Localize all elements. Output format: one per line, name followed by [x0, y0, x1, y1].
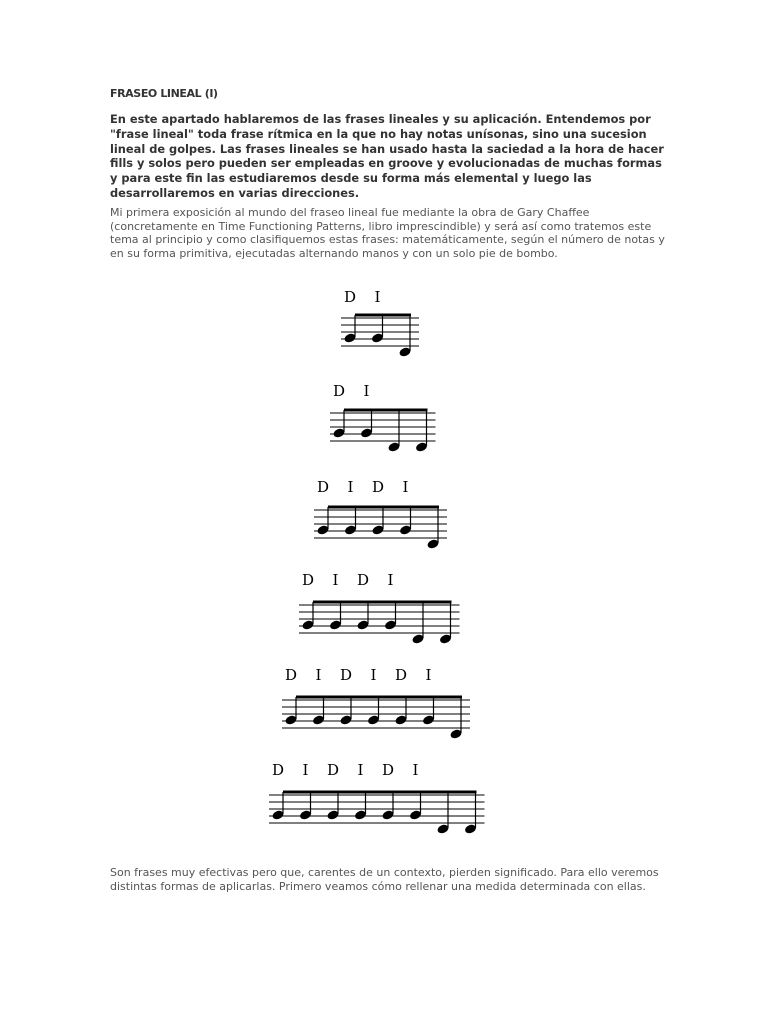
beam	[344, 409, 428, 412]
sticking-label: I	[363, 382, 370, 400]
sticking-label: I	[332, 571, 339, 589]
exercise-6	[269, 761, 485, 835]
paragraph-chaffee: Mi primera exposición al mundo del fraseo lineal fue mediante la obra de Gary Chaffee (concretamente en Time Functioning Patterns, libro imprescindible) y será así como tratemos este tema al principio y como clasifiquemos estas frases: matemáticamente, según el número de notas y en su forma primitiva, ejecutadas alternando manos y con un solo pie de bombo.	[110, 206, 665, 260]
sticking-label: D	[271, 761, 285, 779]
sticking-label: I	[357, 761, 364, 779]
beam	[313, 601, 452, 604]
sticking-label: D	[343, 288, 357, 306]
sticking-label: I	[370, 666, 377, 684]
sticking-label: D	[326, 761, 340, 779]
sticking-label: I	[347, 478, 354, 496]
exercise-4	[299, 571, 460, 645]
sticking-label: I	[425, 666, 432, 684]
sticking-label: D	[356, 571, 370, 589]
sticking-label: I	[402, 478, 409, 496]
paragraph-application: Son frases muy efectivas pero que, carentes de un contexto, pierden significado. Para ello veremos distintas formas de aplicarlas. Primero veamos cómo rellenar una medida determinada con ellas.	[110, 866, 659, 893]
sticking-label: D	[339, 666, 353, 684]
sticking-label: I	[315, 666, 322, 684]
document-title: FRASEO LINEAL (I)	[110, 87, 218, 100]
sticking-label: I	[387, 571, 394, 589]
sticking-label: D	[332, 382, 346, 400]
sticking-label: D	[301, 571, 315, 589]
sticking-label: D	[381, 761, 395, 779]
sticking-label: I	[302, 761, 309, 779]
sticking-label: D	[284, 666, 298, 684]
sticking-label: D	[394, 666, 408, 684]
sticking-label: I	[374, 288, 381, 306]
exercise-1	[341, 288, 419, 358]
sticking-label: D	[316, 478, 330, 496]
sticking-label: I	[412, 761, 419, 779]
intro-paragraph: En este apartado hablaremos de las frases lineales y su aplicación. Entendemos por "frase lineal" toda frase rítmica en la que no hay notas unísonas, sino una sucesion lineal de golpes. Las frases lineales se han usado hasta la saciedad a la hora de hacer fills y solos pero pueden ser empleadas en groove y evolucionadas de muchas formas y para este fin las estudiaremos desde su forma más elemental y luego las desarrollaremos en varias direcciones.	[110, 112, 664, 200]
exercise-3	[314, 478, 447, 550]
sticking-label: D	[371, 478, 385, 496]
exercise-5	[282, 666, 470, 740]
exercise-2	[330, 382, 436, 453]
